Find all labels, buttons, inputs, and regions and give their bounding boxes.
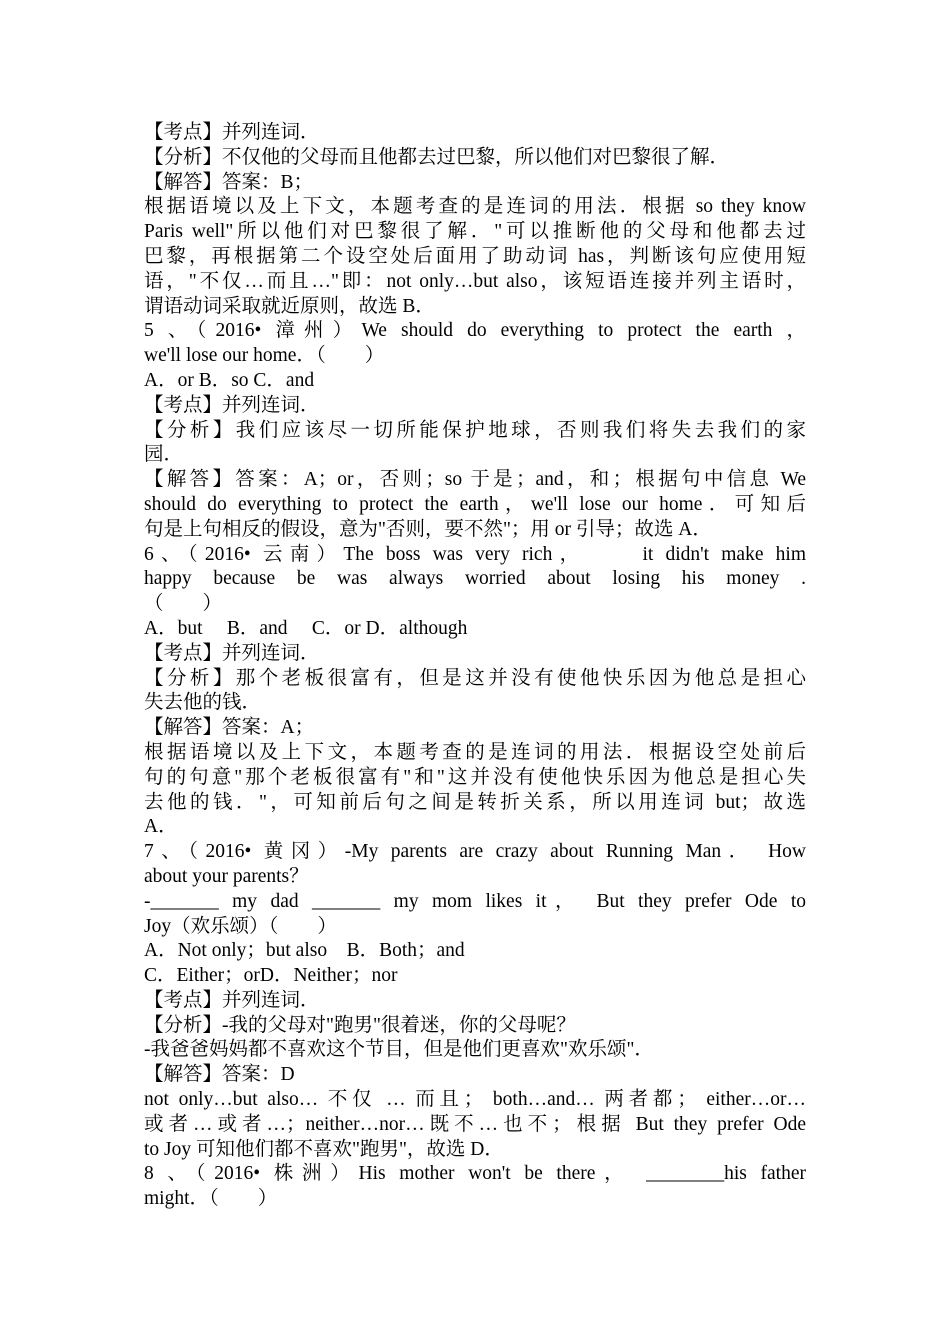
text-line: 【考点】并列连词．	[144, 989, 320, 1011]
text-line: A．Not only；but also B．Both；and	[144, 940, 465, 962]
text-line: Joy（欢乐颂）（ ）	[144, 915, 337, 937]
text-line: 园．	[144, 444, 184, 466]
text-line: A．or B．so C．and	[144, 369, 315, 391]
text-line: Paris well"所以他们对巴黎很了解．"可以推断他的父母和他都去过	[144, 221, 806, 243]
text-line: 【解答】答案：D	[144, 1064, 295, 1086]
text-line: A．	[144, 816, 178, 838]
text-line: 【解答】答案：B；	[144, 171, 314, 193]
text-line: 去他的钱．"，可知前后句之间是转折关系，所以用连词 but；故选	[144, 791, 806, 813]
text-line: 6、（2016• 云南）The boss was very rich， it didn't make him	[144, 543, 806, 565]
text-line: 【分析】-我的父母对"跑男"很着迷，你的父母呢？	[144, 1014, 576, 1036]
text-line: to Joy 可知他们都不喜欢"跑男"，故选 D．	[144, 1138, 504, 1160]
text-line: we'll lose our home．（ ）	[144, 345, 385, 367]
text-line: C．Either；orD．Neither；nor	[144, 965, 398, 987]
text-line: about your parents？	[144, 865, 309, 887]
document-page	[144, 121, 806, 1212]
text-line: 谓语动词采取就近原则，故选 B．	[144, 295, 435, 317]
text-line: 语，"不仅…而且…"即：not only…but also，该短语连接并列主语时，	[144, 270, 806, 292]
text-line: 根据语境以及上下文，本题考查的是连词的用法．根据设空处前后	[144, 741, 806, 763]
text-line: 【分析】那个老板很富有，但是这并没有使他快乐因为他总是担心	[144, 667, 806, 689]
text-line: 【分析】不仅他的父母而且他都去过巴黎，所以他们对巴黎很了解．	[144, 146, 730, 168]
text-line: （ ）	[144, 593, 223, 615]
text-line: A．but B．and C．or D．although	[144, 617, 468, 639]
text-line: not only…but also… 不仅 … 而且； both…and… 两者都； either…or…	[144, 1089, 806, 1111]
text-line: 失去他的钱．	[144, 692, 262, 714]
text-line: 【考点】并列连词．	[144, 642, 320, 664]
text-line: 【考点】并列连词．	[144, 394, 320, 416]
text-line: 【考点】并列连词．	[144, 122, 320, 143]
text-line: 【解答】答案：A；or，否则；so 于是；and，和；根据句中信息 We	[144, 469, 806, 491]
text-line: 句的句意"那个老板很富有"和"这并没有使他快乐因为他总是担心失	[144, 766, 806, 788]
text-line: 【解答】答案：A；	[144, 717, 315, 739]
text-line: might．（ ）	[144, 1188, 278, 1210]
text-line: 8 、（2016• 株洲）His mother won't be there， ________his father	[144, 1163, 806, 1185]
text-line: -我爸爸妈妈都不喜欢这个节目，但是他们更喜欢"欢乐颂"．	[144, 1039, 654, 1061]
text-line: happy because be was always worried about losing his money .	[144, 568, 806, 590]
text-line: 5 、（2016• 漳州）We should do everything to protect the earth ，	[144, 320, 806, 342]
text-line: 【分析】我们应该尽一切所能保护地球，否则我们将失去我们的家	[144, 419, 806, 441]
text-line: should do everything to protect the earth，we'll lose our home．可知后	[144, 493, 806, 515]
text-line: 或者…或者…；neither…nor…既不…也不；根据 But they prefer Ode	[144, 1113, 806, 1135]
text-line: 句是上句相反的假设，意为"否则，要不然"；用 or 引导；故选 A．	[144, 518, 712, 540]
text-line: -_______ my dad _______ my mom likes it， But they prefer Ode to	[144, 890, 806, 912]
text-line: 根据语境以及上下文，本题考查的是连词的用法．根据 so they know	[144, 196, 806, 218]
text-line: 7、（2016• 黄冈）-My parents are crazy about Running Man． How	[144, 841, 806, 863]
text-line: 巴黎，再根据第二个设空处后面用了助动词 has，判断该句应使用短	[144, 245, 806, 267]
